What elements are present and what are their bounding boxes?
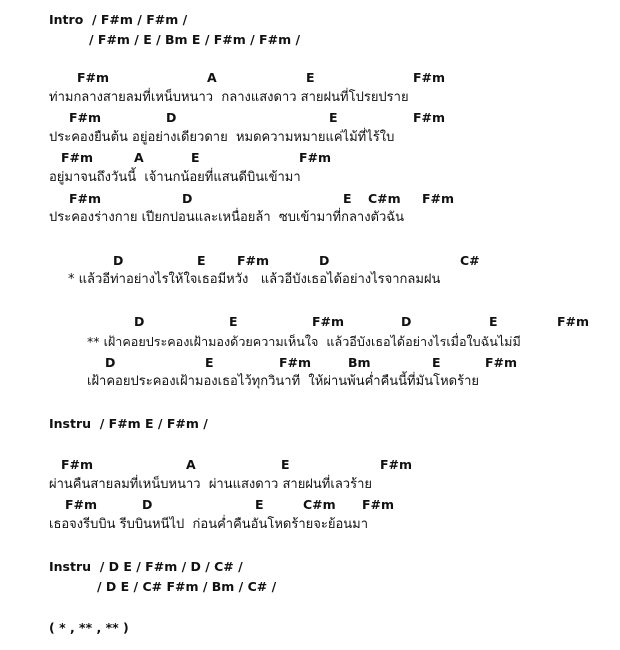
chord: A: [207, 70, 217, 85]
intro-line-2: / F#m / E / Bm E / F#m / F#m /: [89, 32, 301, 47]
chord: F#m: [279, 355, 312, 370]
lyric-line: ประคองยืนต้น อยู่อย่างเดียวดาย หมดความหมายแค่ไม้ที่ไร้ใบ: [49, 130, 395, 145]
instrumental-line: Instru / D E / F#m / D / C# /: [49, 559, 243, 574]
chord: E: [281, 457, 290, 472]
chord: F#m: [77, 70, 110, 85]
lyric-line: อยู่มาจนถึงวันนี้ เจ้านกน้อยที่แสนดีบินเข้ามา: [49, 170, 301, 185]
chord: E: [197, 253, 206, 268]
chord: E: [329, 110, 338, 125]
chord: C#m: [368, 191, 401, 206]
lyric-line: ** เฝ้าคอยประคองเฝ้ามองด้วยความเห็นใจ แล้วอีบังเธอได้อย่างไรเมื่อใบฉันไม่มี: [87, 334, 521, 349]
chord: F#m: [557, 314, 590, 329]
chord: F#m: [69, 191, 102, 206]
chord: E: [255, 497, 264, 512]
chord: F#m: [422, 191, 455, 206]
chord: F#m: [237, 253, 270, 268]
chord: F#m: [380, 457, 413, 472]
chord: F#m: [61, 150, 94, 165]
chord: F#m: [413, 70, 446, 85]
lyric-line: ท่ามกลางสายลมที่เหน็บหนาว กลางแสงดาว สายฝนที่โปรยปราย: [49, 90, 409, 105]
chord: E: [191, 150, 200, 165]
chord: F#m: [362, 497, 395, 512]
chord: E: [432, 355, 441, 370]
chord: C#m: [303, 497, 336, 512]
chord: E: [306, 70, 315, 85]
chord: D: [113, 253, 124, 268]
chord: Bm: [348, 355, 371, 370]
chord: F#m: [65, 497, 98, 512]
chord: F#m: [485, 355, 518, 370]
chord: D: [182, 191, 193, 206]
chord: D: [401, 314, 412, 329]
chord: F#m: [312, 314, 345, 329]
repeat-marker: ( * , ** , ** ): [49, 620, 129, 635]
lyric-line: ผ่านคืนสายลมที่เหน็บหนาว ผ่านแสงดาว สายฝนที่เลวร้าย: [49, 477, 372, 492]
lyric-line: เฝ้าคอยประคองเฝ้ามองเธอไว้ทุกวินาที ให้ผ่านพ้นค่ำคืนนี้ที่มันโหดร้าย: [87, 374, 479, 389]
chord: F#m: [61, 457, 94, 472]
chord: C#: [460, 253, 480, 268]
chord: A: [134, 150, 144, 165]
chord: D: [319, 253, 330, 268]
chord: A: [186, 457, 196, 472]
chord: F#m: [413, 110, 446, 125]
chord: D: [105, 355, 116, 370]
lyric-line: * แล้วอีท่าอย่างไรให้ใจเธอมีหวัง แล้วอีบังเธอได้อย่างไรจากลมฝน: [68, 272, 441, 287]
chord: D: [166, 110, 177, 125]
chord: F#m: [69, 110, 102, 125]
chord: E: [343, 191, 352, 206]
lyric-line: ประคองร่างกาย เปียกปอนและเหนื่อยล้า ซบเข้ามาที่กลางตัวฉัน: [49, 210, 405, 225]
chord: E: [229, 314, 238, 329]
chord: E: [205, 355, 214, 370]
intro-line-1: Intro / F#m / F#m /: [49, 12, 188, 27]
instrumental-line-2: / D E / C# F#m / Bm / C# /: [97, 579, 277, 594]
chord: E: [489, 314, 498, 329]
instrumental-line: Instru / F#m E / F#m /: [49, 416, 208, 431]
chord: D: [142, 497, 153, 512]
chord: D: [134, 314, 145, 329]
chord: F#m: [299, 150, 332, 165]
lyric-line: เธอจงรีบบิน รีบบินหนีไป ก่อนค่ำคืนอันโหดร้ายจะย้อนมา: [49, 517, 369, 532]
